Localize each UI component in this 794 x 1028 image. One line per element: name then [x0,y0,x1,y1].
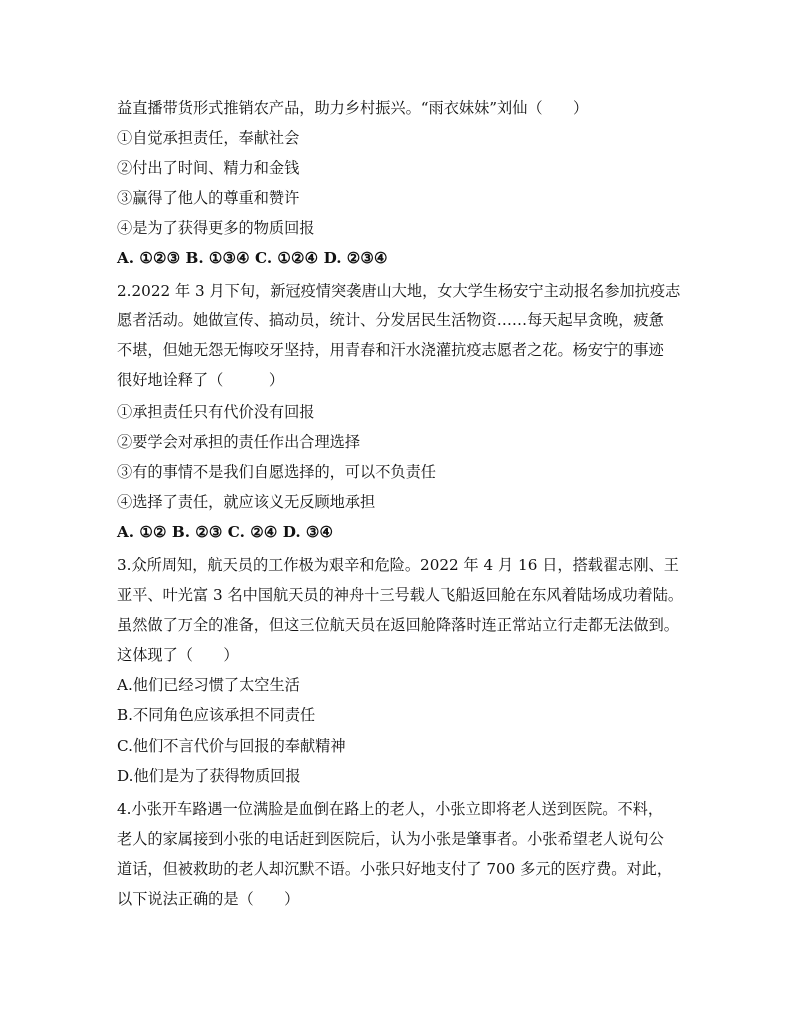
text-line: 以下说法正确的是（ ） [117,890,300,908]
text-line: A. ①②③ B. ①③④ C. ①②④ D. ②③④ [117,249,388,267]
text-line: C.他们不言代价与回报的奉献精神 [117,737,346,755]
text-line: 这体现了（ ） [117,646,239,664]
text-line: B.不同角色应该承担不同责任 [117,706,316,724]
text-line: 老人的家属接到小张的电话赶到医院后，认为小张是肇事者。小张希望老人说句公 [117,830,664,848]
text-line: ①承担责任只有代价没有回报 [117,403,315,421]
text-line: 亚平、叶光富 3 名中国航天员的神舟十三号载人飞船返回舱在东风着陆场成功着陆。 [117,586,684,604]
text-line: ①自觉承担责任，奉献社会 [117,129,300,147]
text-line: 3.众所周知，航天员的工作极为艰辛和危险。2022 年 4 月 16 日，搭载翟志刚、王 [117,556,679,574]
text-line: ③有的事情不是我们自愿选择的，可以不负责任 [117,463,436,481]
text-line: 很好地诠释了（ ） [117,371,285,389]
text-line: 愿者活动。她做宣传、搞动员，统计、分发居民生活物资……每天起早贪晚，疲惫 [117,311,664,329]
text-line: 道话，但被救助的老人却沉默不语。小张只好地支付了 700 多元的医疗费。对此， [117,860,673,878]
text-line: ④是为了获得更多的物质回报 [117,219,315,237]
text-line: 2.2022 年 3 月下旬，新冠疫情突袭唐山大地，女大学生杨安宁主动报名参加抗疫志 [117,282,681,300]
text-line: ③赢得了他人的尊重和赞许 [117,189,300,207]
text-line: 4.小张开车路遇一位满脸是血倒在路上的老人，小张立即将老人送到医院。不料， [117,800,664,818]
text-line: A. ①② B. ②③ C. ②④ D. ③④ [117,523,334,541]
text-line: A.他们已经习惯了太空生活 [117,676,300,694]
text-line: ②要学会对承担的责任作出合理选择 [117,433,360,451]
text-line: D.他们是为了获得物质回报 [117,767,301,785]
text-line: ④选择了责任，就应该义无反顾地承担 [117,493,376,511]
text-line: ②付出了时间、精力和金钱 [117,159,300,177]
text-line: 不堪，但她无怨无悔咬牙坚持，用青春和汗水浇灌抗疫志愿者之花。杨安宁的事迹 [117,341,664,359]
text-line: 益直播带货形式推销农产品，助力乡村振兴。“雨衣妹妹”刘仙（ ） [117,99,589,117]
text-line: 虽然做了万全的准备，但这三位航天员在返回舱降落时连正常站立行走都无法做到。 [117,616,679,634]
